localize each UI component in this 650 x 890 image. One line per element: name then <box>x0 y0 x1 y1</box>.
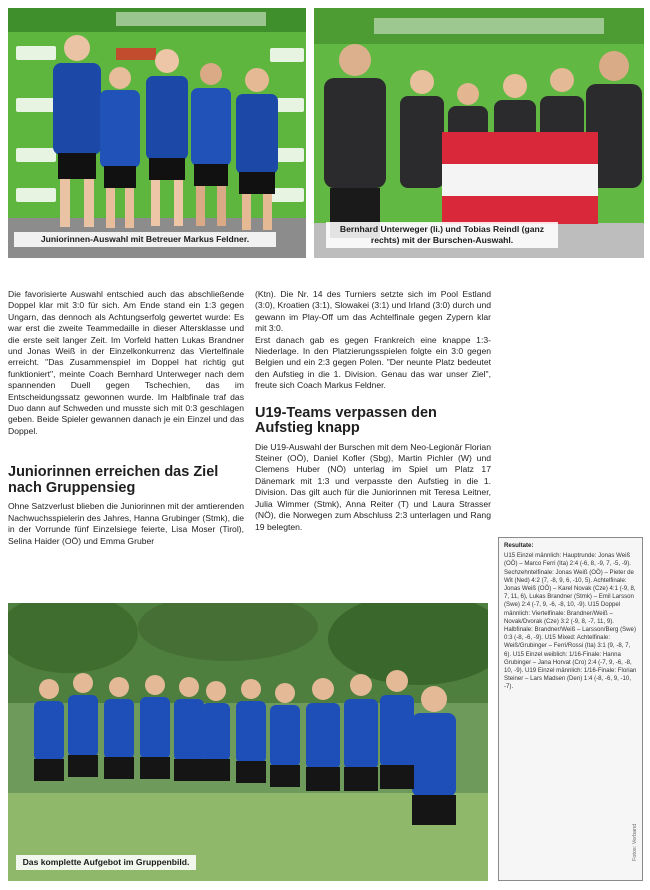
article-paragraph: Erst danach gab es gegen Frankreich eine knappe 1:3-Niederlage. In den Platzierungsspielen folgte ein 3:0 gegen Belgien und ein 2:3 gegen Polen. "Der neunte Platz bedeutet den Aufstieg in die 1. Division. Genau das war unser Ziel", freute sich Coach Markus Feldner. <box>255 334 491 391</box>
photo-full-team <box>8 603 488 881</box>
photo-u15-girls-team <box>8 8 306 258</box>
photo-caption-bottom: Das komplette Aufgebot im Gruppenbild. <box>16 855 196 870</box>
photo-caption-top-left: Juniorinnen-Auswahl mit Betreuer Markus Feldner. <box>14 232 276 247</box>
article-paragraph: (Ktn). Die Nr. 14 des Turniers setzte sich im Pool Estland (3:0), Kroatien (3:1), Slowakei (3:1) und Irland (3:0) durch und gewann im Play-Off um das Achtelfinale gegen Zypern klar mit 3:0. <box>255 289 491 334</box>
article-paragraph: Die favorisierte Auswahl entschied auch das abschließende Doppel klar mit 3:0 für sich. Am Ende stand ein 1:3 gegen Ungarn, das dennoch als Achtungserfolg gewertet wurde: Es war erst die zweite Teammedaille in dieser Altersklasse und die erste seit langer Zeit. Im Vorfeld hatten Lukas Brandner und Jonas Weiß in der Einzelkonkurrenz das Viertelfinale erreicht. "Das Zusammenspiel im Doppel hat richtig gut funktioniert", meinte Coach Bernhard Unterweger nach dem spannenden Duell gegen Tschechien, das im Entscheidungssatz gewonnen wurde. Im Halbfinale traf das Duo dann auf Schweden und musste sich mit 0:3 geschlagen geben. Beide Spieler gewannen danach je ein Einzel und das Doppel. <box>8 289 244 436</box>
article-paragraph: Die U19-Auswahl der Burschen mit dem Neo-Legionär Florian Steiner (OÖ), Daniel Kofler (Sbg), Martin Pichler (W) und Clemens Huber (NÖ) unterlag im Spiel um Platz 17 Dänemark mit 1:3 und verpasste den Aufstieg in die 1. Division. Das gilt auch für die Juniorinnen mit Teresa Leitner, Julia Wimmer (Stmk), Anna Reiter (T) und Laura Strasser (NÖ), die Norwegen zum Abschluss 2:3 unterlagen und Rang 19 belegten. <box>255 441 491 532</box>
results-text: U15 Einzel männlich: Hauptrunde: Jonas Weiß (OÖ) – Marco Ferri (Ita) 2:4 (-6, 8, -9, 7, -5, -9). Sechzehntelfinale: Jonas Weiß (OÖ) – Pieter de Wit (Ned) 4:2 (7, -8, 9, 6, -10, 5). Achtelfinale: Jonas Weiß (OÖ) – Karel Novak (Cze) 4:1 (-9, 8, 7, 11, 6), Lukas Brandner (Stmk) – Emil Larsson (Swe) 2:4 (-7, 9, -6, -8, 10, -9). U15 Doppel männlich: Viertelfinale: Brandner/Weiß – Novak/Dvorak (Cze) 3:2 (-9, 8, -7, 11, 9). Halbfinale: Brandner/Weiß – Larsson/Berg (Swe) 0:3 (-8, -6, -9). U15 Mixed: Achtelfinale: Weiß/Grubinger – Ferri/Rossi (Ita) 3:1 (9, -8, 7, 6). U15 Einzel weiblich: 1/16-Finale: Hanna Grubinger – Jana Horvat (Cro) 2:4 (-7, 9, -6, -8, 10, -9). U19 Einzel männlich: 1/16-Finale: Florian Steiner – Lars Madsen (Den) 1:4 (-8, -6, 9, -10, -7). <box>504 552 637 691</box>
article-column-left <box>8 289 244 547</box>
photo-credit: Fotos: Verband <box>632 823 638 861</box>
results-box <box>498 537 643 881</box>
article-paragraph: Ohne Satzverlust blieben die Juniorinnen mit der amtierenden Nachwuchsspielerin des Jahres, Hanna Grubinger (Stmk), die in der Vorrunde fünf Einzelsiege feierte, Lisa Moser (Tirol), Selina Haider (OÖ) und Emma Gruber <box>8 501 244 546</box>
photo-u15-boys-team <box>314 8 644 258</box>
results-title: Resultate: <box>504 542 534 549</box>
section-heading-u19: U19-Teams verpassen den Aufstieg knapp <box>255 404 437 437</box>
team-photo-image <box>314 8 644 258</box>
team-photo-image <box>8 603 488 881</box>
article-column-right <box>255 289 491 533</box>
photo-caption-top-right: Bernhard Unterweger (li.) und Tobias Reindl (ganz rechts) mit der Burschen-Auswahl. <box>326 222 558 248</box>
section-heading-girls: Juniorinnen erreichen das Ziel nach Gruppensieg <box>8 464 219 496</box>
team-photo-image <box>8 8 306 258</box>
